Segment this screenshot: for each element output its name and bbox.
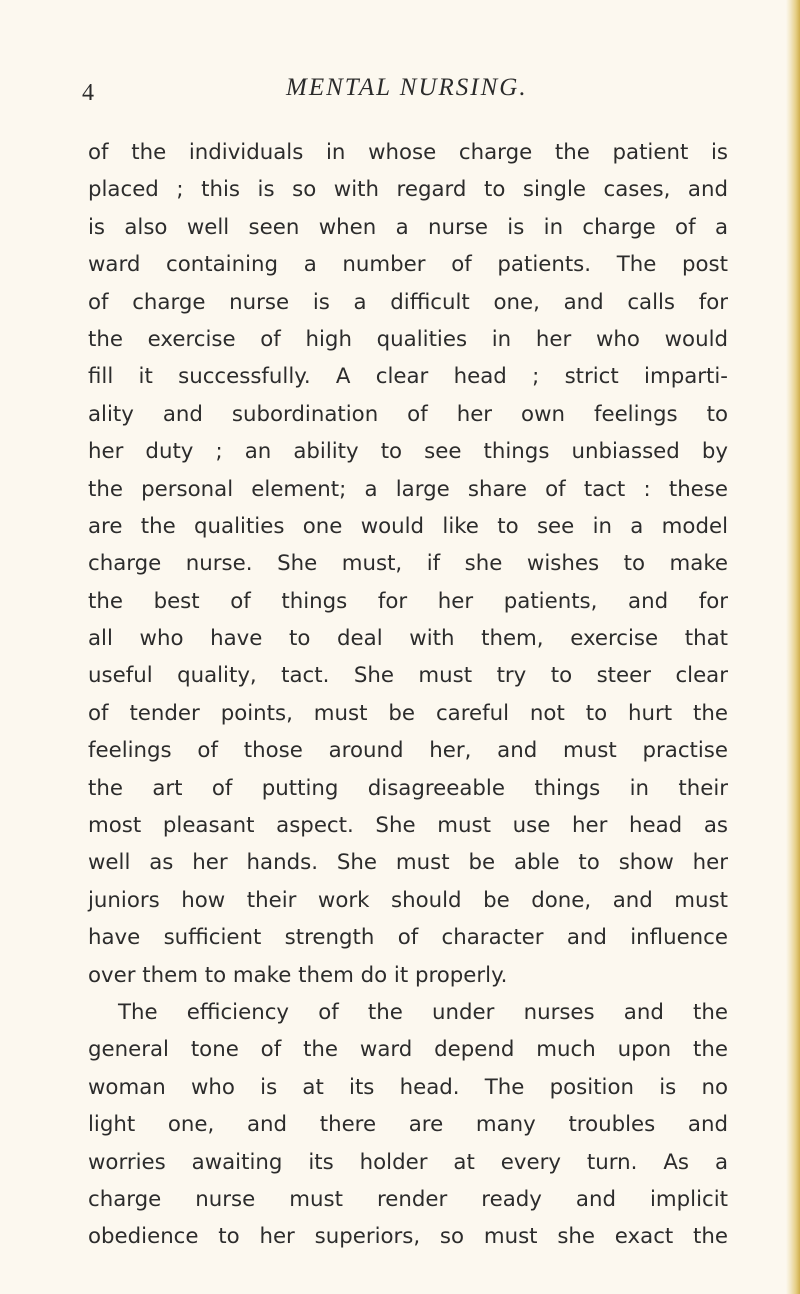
paragraph-start-line: The efficiency of the under nurses and the — [118, 999, 728, 1025]
text-line: have sufficient strength of character and influence — [88, 925, 728, 951]
text-line: ality and subordination of her own feelings to — [88, 401, 728, 427]
text-line: are the qualities one would like to see in a model — [88, 513, 728, 539]
text-line: obedience to her superiors, so must she exact the — [88, 1224, 728, 1250]
text-line: of the individuals in whose charge the patient is — [88, 140, 728, 165]
text-line: general tone of the ward depend much upon the — [88, 1037, 728, 1063]
text-line: the best of things for her patients, and for — [88, 588, 728, 614]
text-line: placed ; this is so with regard to single cases, and — [88, 177, 728, 203]
page-edge-shadow — [786, 0, 800, 1294]
text-line: of tender points, must be careful not to hurt the — [88, 700, 728, 726]
text-line: ward containing a number of patients. The post — [88, 252, 728, 278]
page-number: 4 — [82, 80, 94, 106]
body-text — [88, 134, 728, 1256]
text-line: worries awaiting its holder at every turn. As a — [88, 1149, 728, 1175]
text-line: light one, and there are many troubles and — [88, 1112, 728, 1138]
text-line: juniors how their work should be done, and must — [88, 887, 728, 913]
running-head: MENTAL NURSING. — [286, 74, 528, 101]
text-line: charge nurse must render ready and implicit — [88, 1186, 728, 1212]
text-line: her duty ; an ability to see things unbiassed by — [88, 439, 728, 465]
text-line: useful quality, tact. She must try to steer clear — [88, 663, 728, 689]
text-line: of charge nurse is a difficult one, and calls for — [88, 289, 728, 315]
text-line: well as her hands. She must be able to show her — [88, 850, 728, 876]
text-line: is also well seen when a nurse is in charge of a — [88, 214, 728, 240]
text-line: feelings of those around her, and must practise — [88, 738, 728, 764]
text-line: charge nurse. She must, if she wishes to make — [88, 551, 728, 577]
text-line: the art of putting disagreeable things in their — [88, 775, 728, 801]
text-line: the exercise of high qualities in her who would — [88, 326, 728, 352]
text-line: the personal element; a large share of tact : these — [88, 476, 728, 502]
text-line: all who have to deal with them, exercise that — [88, 626, 728, 652]
paragraph-end-line: over them to make them do it properly. — [88, 962, 508, 988]
text-line: woman who is at its head. The position is no — [88, 1074, 728, 1100]
text-line: most pleasant aspect. She must use her head as — [88, 813, 728, 839]
text-line: fill it successfully. A clear head ; strict imparti- — [88, 364, 728, 390]
